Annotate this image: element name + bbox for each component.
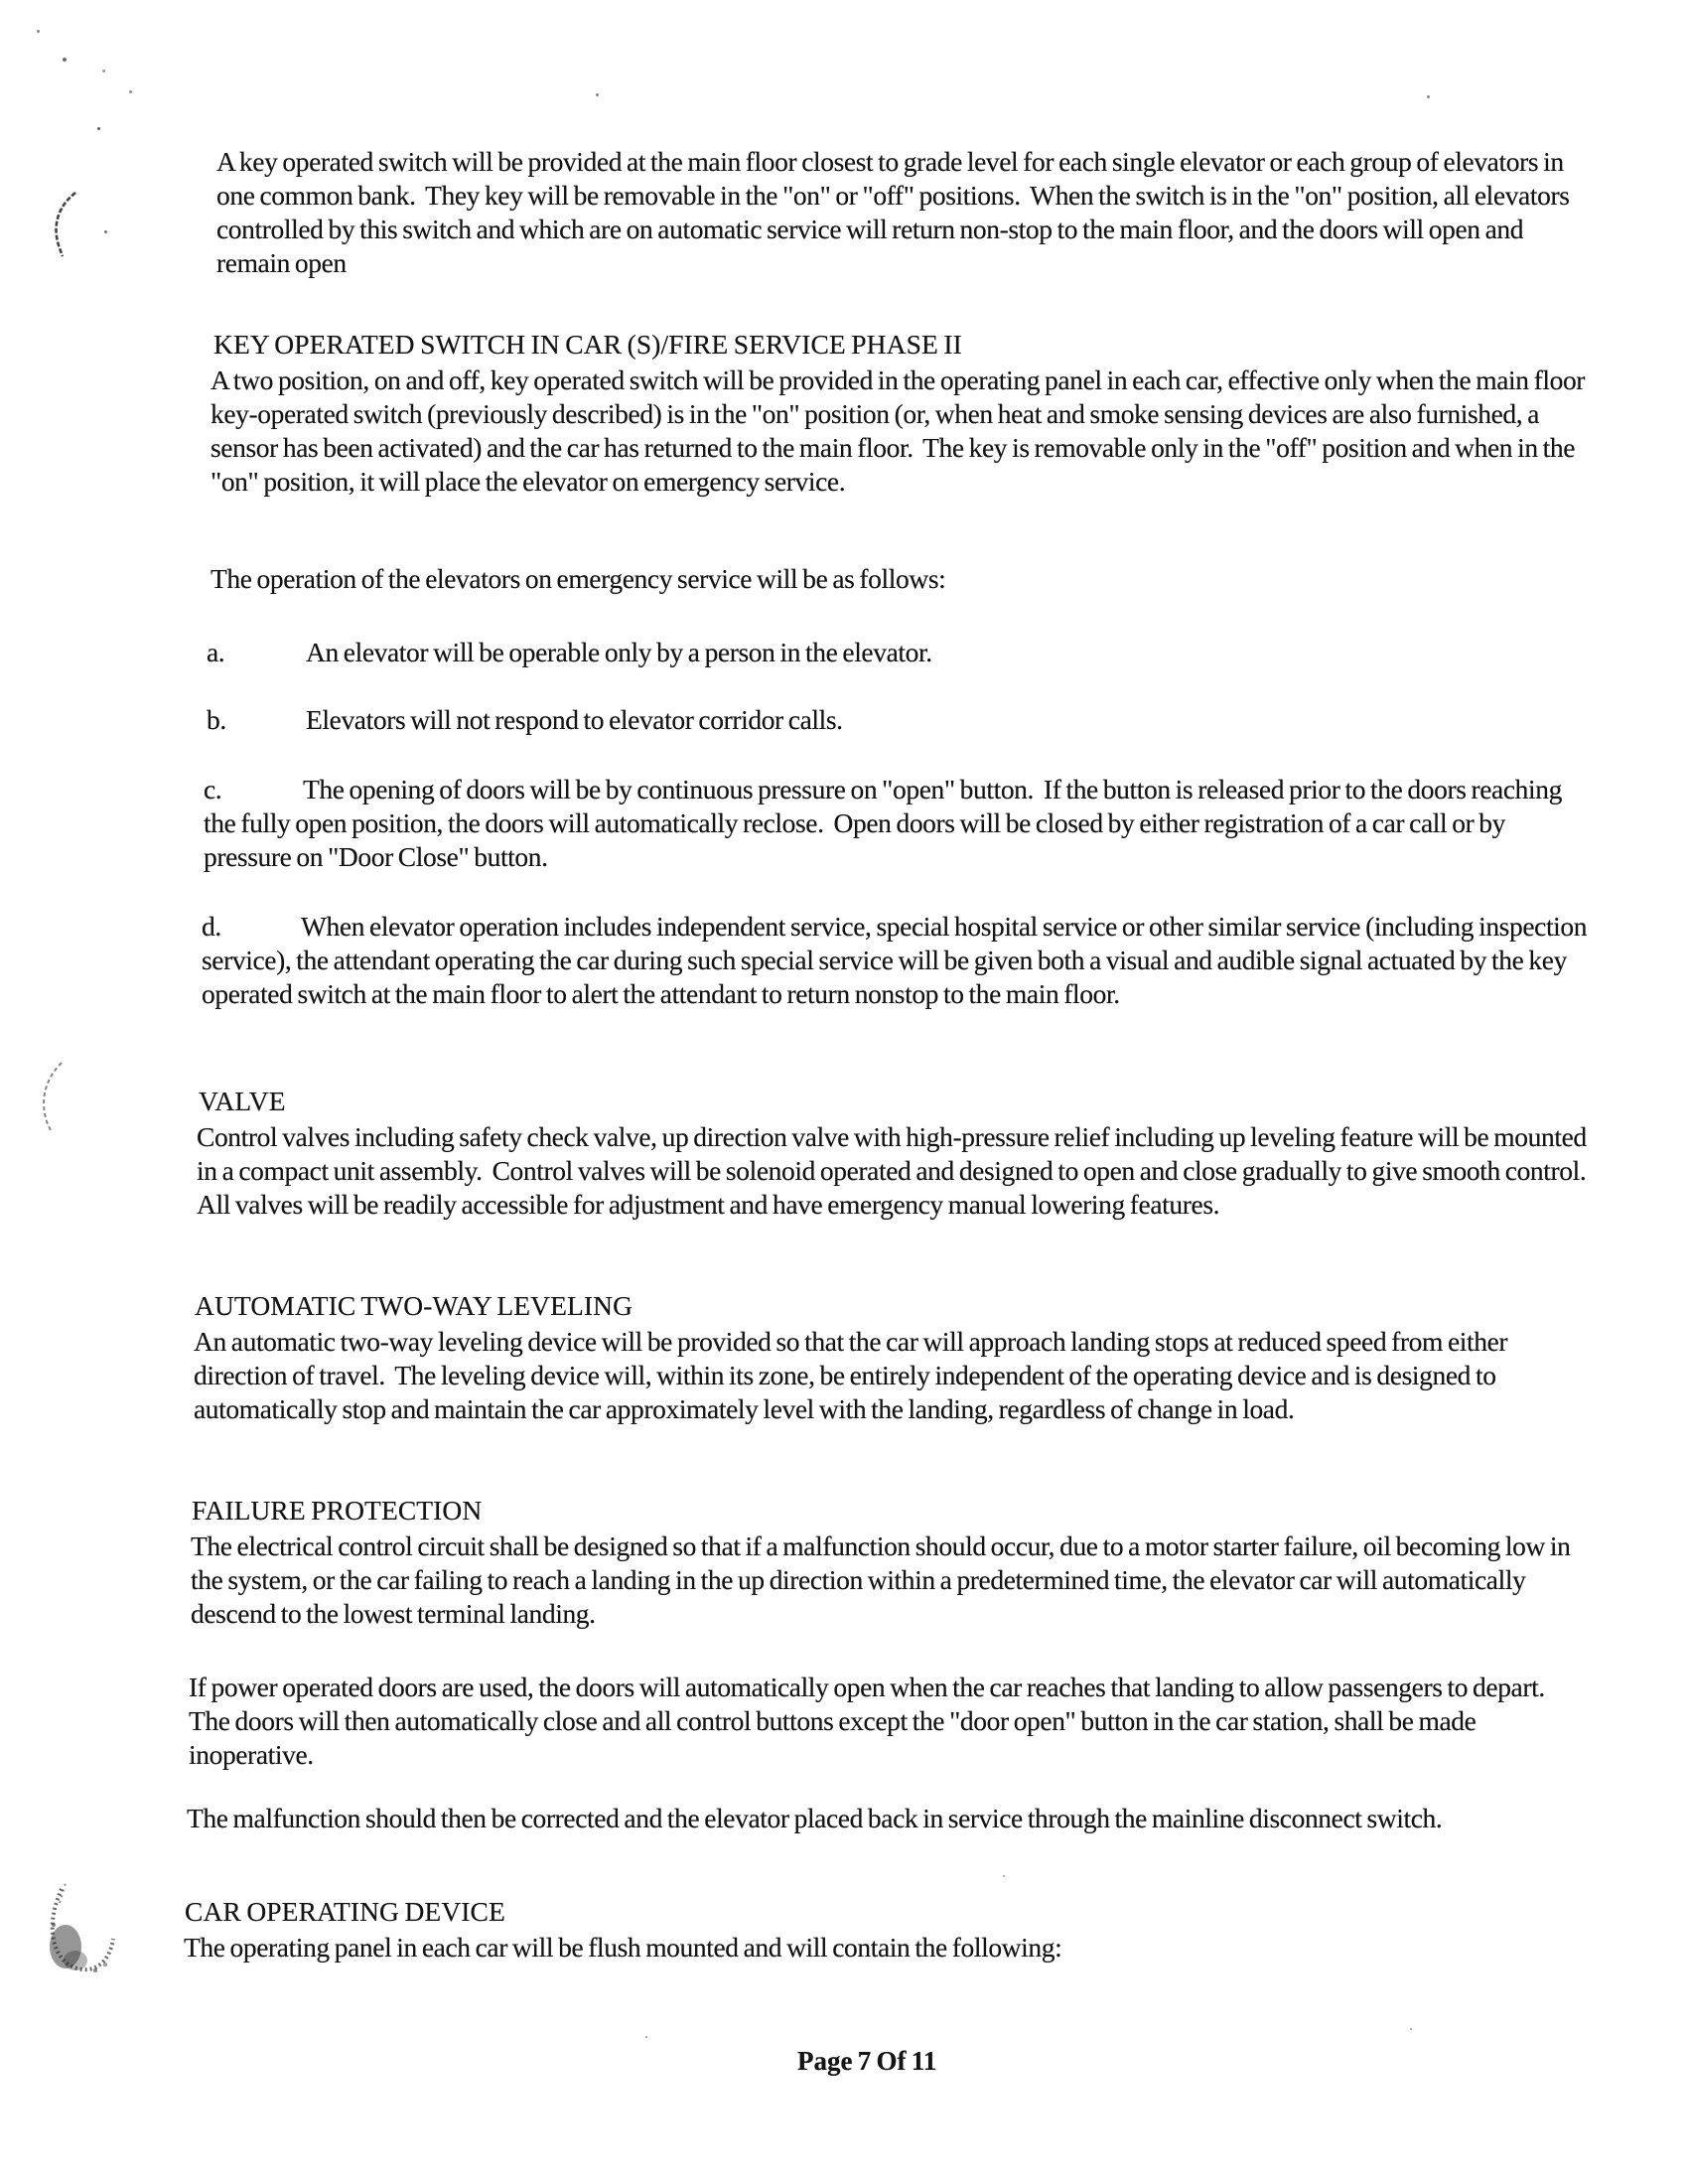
ink-speck xyxy=(1410,2028,1412,2030)
ink-speck xyxy=(63,58,67,62)
paragraph-power-operated-doors: If power operated doors are used, the doors will automatically open when the car reaches that landing to allow passengers to depart. The doors will then automatically close and all control buttons except the "door open" button in the car station, shall be made inoperative. xyxy=(189,1672,1555,1770)
ink-speck xyxy=(97,127,100,130)
paragraph-fire-service: A two position, on and off, key operated switch will be provided in the operating panel in each car, effective only when the main floor key-operated switch (previously described) is in the "on" position (or, when heat and smoke sensing devices are also furnished, a sensor has been activated) and the car has returned to the main floor. The key is removable only in the "off" position and when in the "on" position, it will place the elevator on emergency service. xyxy=(211,364,1591,497)
list-item-d xyxy=(202,910,1593,1011)
paragraph-car-operating-device: The operating panel in each car will be flush mounted and will contain the following: xyxy=(184,1932,1062,1963)
heading-failure-protection: FAILURE PROTECTION xyxy=(192,1495,483,1526)
list-item-a-label: a. xyxy=(207,637,225,667)
ink-speck xyxy=(645,2036,647,2038)
list-item-c-text: The opening of doors will be by continuous pressure on "open" button. If the button is released prior to the doors reaching the fully open position, the doors will automatically reclose. Open doors will be closed by either registration of a car call or by pressure on "Door Close" button. xyxy=(204,774,1567,872)
list-item-b xyxy=(207,703,1589,737)
ink-speck xyxy=(37,30,40,33)
ink-speck xyxy=(1427,95,1430,98)
pen-arc-mark xyxy=(34,1059,71,1138)
heading-car-operating-device: CAR OPERATING DEVICE xyxy=(185,1896,505,1927)
list-item-d-label: d. xyxy=(202,911,221,942)
paragraph-key-switch-main-floor: A key operated switch will be provided at the main floor closest to grade level for each single elevator or each group of elevators in one common bank. They key will be removable in the "on" or "off" positions. When the switch is in the "on" position, all elevators controlled by this switch and which are on automatic service will return non-stop to the main floor, and the doors will open and remain open xyxy=(216,146,1575,278)
paragraph-malfunction-correction: The malfunction should then be corrected and the elevator placed back in service through the mainline disconnect switch. xyxy=(187,1803,1443,1833)
ink-speck xyxy=(104,230,107,233)
paragraph-automatic-two-way-leveling: An automatic two-way leveling device will be provided so that the car will approach landing stops at reduced speed from either direction of travel. The leveling device will, within its zone, be entirely independent of the operating device and is designed to automatically stop and maintain the car approximately level with the landing, regardless of change in load. xyxy=(194,1326,1513,1424)
list-item-a-text: An elevator will be operable only by a person in the elevator. xyxy=(306,637,932,667)
pen-arc-mark xyxy=(46,189,85,262)
heading-valve: VALVE xyxy=(199,1086,286,1116)
list-item-b-label: b. xyxy=(207,704,226,735)
heading-automatic-two-way-leveling: AUTOMATIC TWO-WAY LEVELING xyxy=(195,1290,633,1321)
list-item-a xyxy=(207,636,1589,669)
paragraph-operation-intro: The operation of the elevators on emergency service will be as follows: xyxy=(211,563,946,594)
list-item-c-label: c. xyxy=(204,774,222,804)
heading-key-operated-switch-fire-service: KEY OPERATED SWITCH IN CAR (S)/FIRE SERVICE PHASE II xyxy=(213,329,962,360)
paragraph-failure-protection: The electrical control circuit shall be designed so that if a malfunction should occur, due to a motor starter failure, oil becoming low in the system, or the car failing to reach a landing in the up direction within a predetermined time, the elevator car will automatically descend to the lowest terminal landing. xyxy=(191,1530,1576,1629)
ink-smudge-stamp xyxy=(36,1875,135,1994)
ink-speck xyxy=(102,70,105,73)
ink-speck xyxy=(129,90,132,93)
list-item-b-text: Elevators will not respond to elevator corridor calls. xyxy=(306,704,843,735)
list-item-c xyxy=(204,773,1589,874)
list-item-d-text: When elevator operation includes independent service, special hospital service or other similar service (including inspection service), the attendant operating the car during such special service will be given both a visual and audible signal actuated by the key operated switch at the main floor to alert the attendant to return nonstop to the main floor. xyxy=(202,911,1593,1009)
page-number-footer: Page 7 Of 11 xyxy=(797,2046,937,2076)
ink-speck xyxy=(596,93,599,96)
paragraph-valve: Control valves including safety check valve, up direction valve with high-pressure relief including up leveling feature will be mounted in a compact unit assembly. Control valves will be solenoid operated and designed to open and close gradually to give smooth control. All valves will be readily accessible for adjustment and have emergency manual lowering features. xyxy=(197,1121,1595,1220)
ink-speck xyxy=(1003,1875,1005,1877)
